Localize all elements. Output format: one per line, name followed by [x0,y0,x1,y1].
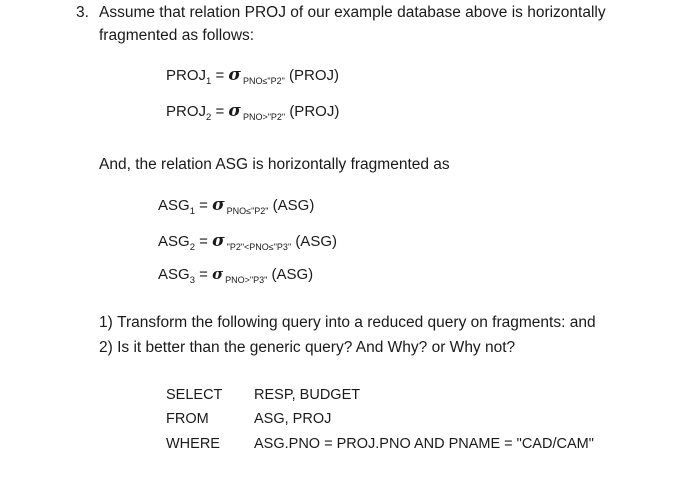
sigma-icon: σ [228,101,241,121]
problem-line-2: fragmented as follows: [99,27,255,44]
equals-sign: = [215,67,225,84]
fragment-subscript: 1 [189,206,195,217]
fragment-name: ASG [158,233,190,250]
sql-where-clause: ASG.PNO = PROJ.PNO AND PNAME = "CAD/CAM" [254,436,594,452]
fragment-subscript: 3 [189,275,195,286]
sql-select-clause: RESP, BUDGET [254,387,361,403]
selection-condition: PNO≤"P2" [226,206,269,216]
question-number: 1) [99,314,113,331]
asg-fragment-1 [158,195,314,218]
equals-sign: = [199,197,208,214]
fragment-argument: (PROJ) [289,103,340,120]
problem-number: 3. [76,4,89,21]
asg-fragment-2 [158,231,337,254]
question-2 [99,338,515,358]
fragment-argument: (ASG) [295,233,337,250]
equals-sign: = [199,266,208,283]
fragment-subscript: 1 [206,76,212,87]
proj-fragment-2 [166,101,339,124]
sql-where-keyword: WHERE [166,436,220,452]
fragment-argument: (ASG) [271,266,314,283]
sql-from-clause: ASG, PROJ [254,411,332,427]
sql-select-keyword: SELECT [166,387,223,403]
question-text: Is it better than the generic query? And Why? or Why not? [117,339,516,356]
asg-intro: And, the relation ASG is horizontally fragmented as [99,156,450,173]
selection-condition: PNO>"P3" [225,275,268,285]
sql-from-keyword: FROM [166,411,209,427]
question-1 [99,313,596,333]
problem-line-1: Assume that relation PROJ of our example database above is horizontally [99,4,606,21]
fragment-name: PROJ [166,67,207,84]
question-number: 2) [99,339,113,356]
fragment-name: ASG [158,266,190,283]
selection-condition: "P2"<PNO≤"P3" [226,242,292,252]
selection-condition: PNO≤"P2" [242,76,285,86]
sigma-icon: σ [212,265,224,283]
equals-sign: = [215,103,225,120]
fragment-name: ASG [158,197,190,214]
sigma-icon: σ [212,195,225,215]
sigma-icon: σ [228,65,241,85]
equals-sign: = [199,233,208,250]
sigma-icon: σ [212,231,225,251]
fragment-argument: (PROJ) [288,67,339,84]
fragment-argument: (ASG) [272,197,315,214]
fragment-name: PROJ [166,103,207,120]
fragment-subscript: 2 [206,112,212,123]
selection-condition: PNO>"P2" [242,112,286,122]
asg-fragment-3 [158,264,313,287]
question-text: Transform the following query into a reduced query on fragments: and [117,314,596,331]
fragment-subscript: 2 [189,242,195,253]
proj-fragment-1 [166,65,339,88]
